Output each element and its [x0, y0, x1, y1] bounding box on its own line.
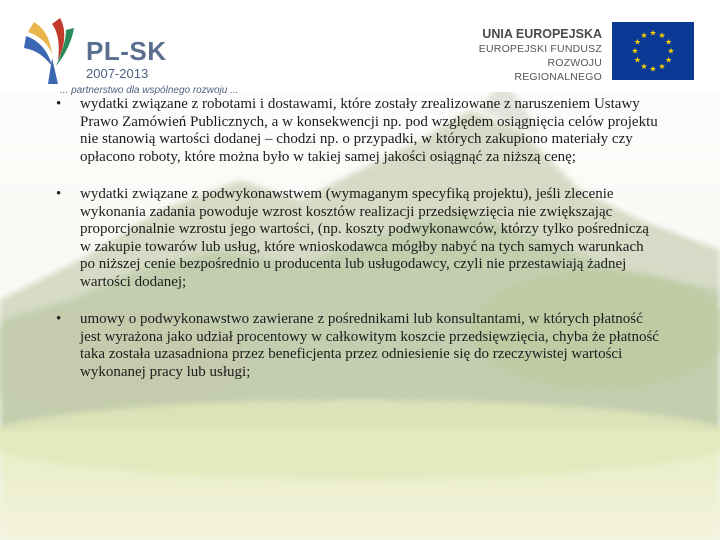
eu-star-icon: ★ — [631, 46, 639, 56]
eu-star-icon: ★ — [649, 64, 657, 74]
eu-line-1: UNIA EUROPEJSKA — [482, 27, 602, 41]
eu-star-icon: ★ — [665, 37, 673, 47]
pl-sk-emblem-icon — [22, 14, 92, 89]
bullet-item — [50, 96, 660, 166]
bullet-marker: • — [56, 311, 62, 327]
eu-text — [460, 26, 602, 84]
logo-years: 2007-2013 — [86, 66, 149, 81]
eu-star-icon: ★ — [633, 55, 641, 65]
eu-star-icon: ★ — [640, 30, 648, 40]
logo-title: PL-SK — [86, 36, 167, 66]
eu-star-icon: ★ — [649, 28, 657, 38]
eu-star-icon: ★ — [658, 30, 666, 40]
eu-star-icon: ★ — [658, 62, 666, 72]
eu-star-icon: ★ — [633, 37, 641, 47]
logo-tagline: ... partnerstwo dla wspólnego rozwoju ... — [60, 85, 239, 96]
eu-star-icon: ★ — [667, 46, 675, 56]
header — [0, 0, 720, 96]
bullet-item — [50, 186, 660, 291]
bullet-text: wydatki związane z robotami i dostawami, które zostały zrealizowane z naruszeniem Ustawy Prawo Zamówień Publicznych, a w konsekwencji np. pod względem osiągnięcia celów projektu nie stanowią wartości dodanej – chodzi np. o przypadki, w których zakupiono materiały czy opłacono roboty, które można było w takiej samej jakości osiągnąć za niższą cenę; — [80, 96, 658, 165]
pl-sk-logo — [22, 14, 262, 96]
eu-line-3: ROZWOJU REGIONALNEGO — [514, 57, 602, 83]
bullet-item — [50, 311, 660, 381]
bullet-marker: • — [56, 186, 62, 202]
eu-flag-icon — [612, 22, 694, 80]
bullet-list — [50, 96, 660, 401]
bullet-text: umowy o podwykonawstwo zawierane z pośrednikami lub konsultantami, w których płatność jest wyrażona jako udział procentowy w całkowitym koszcie przedsięwzięcia, chyba że płatność taka została uzasadniona przez beneficjenta przez odniesienie się do rzeczywistej wartości wykonanej pracy lub usługi; — [80, 311, 659, 380]
bullet-text: wydatki związane z podwykonawstwem (wymaganym specyfiką projektu), jeśli zlecenie wykonania zadania powoduje wzrost kosztów realizacji przedsięwzięcia nie zwiększając proporcjonalnie wzrostu jego wartości, (np. koszty podwykonawców, którzy tylko pośredniczą w zakupie towarów lub usług, które wnioskodawca mógłby nabyć na tych samych warunkach po niższej cenie bezpośrednio u producenta lub usługodawcy, czyli nie przestawiają żadnej wartości dodanej; — [80, 186, 649, 290]
eu-star-icon: ★ — [640, 62, 648, 72]
eu-line-2: EUROPEJSKI FUNDUSZ — [478, 43, 602, 55]
eu-block — [460, 22, 700, 82]
eu-star-icon: ★ — [665, 55, 673, 65]
bullet-marker: • — [56, 96, 62, 112]
